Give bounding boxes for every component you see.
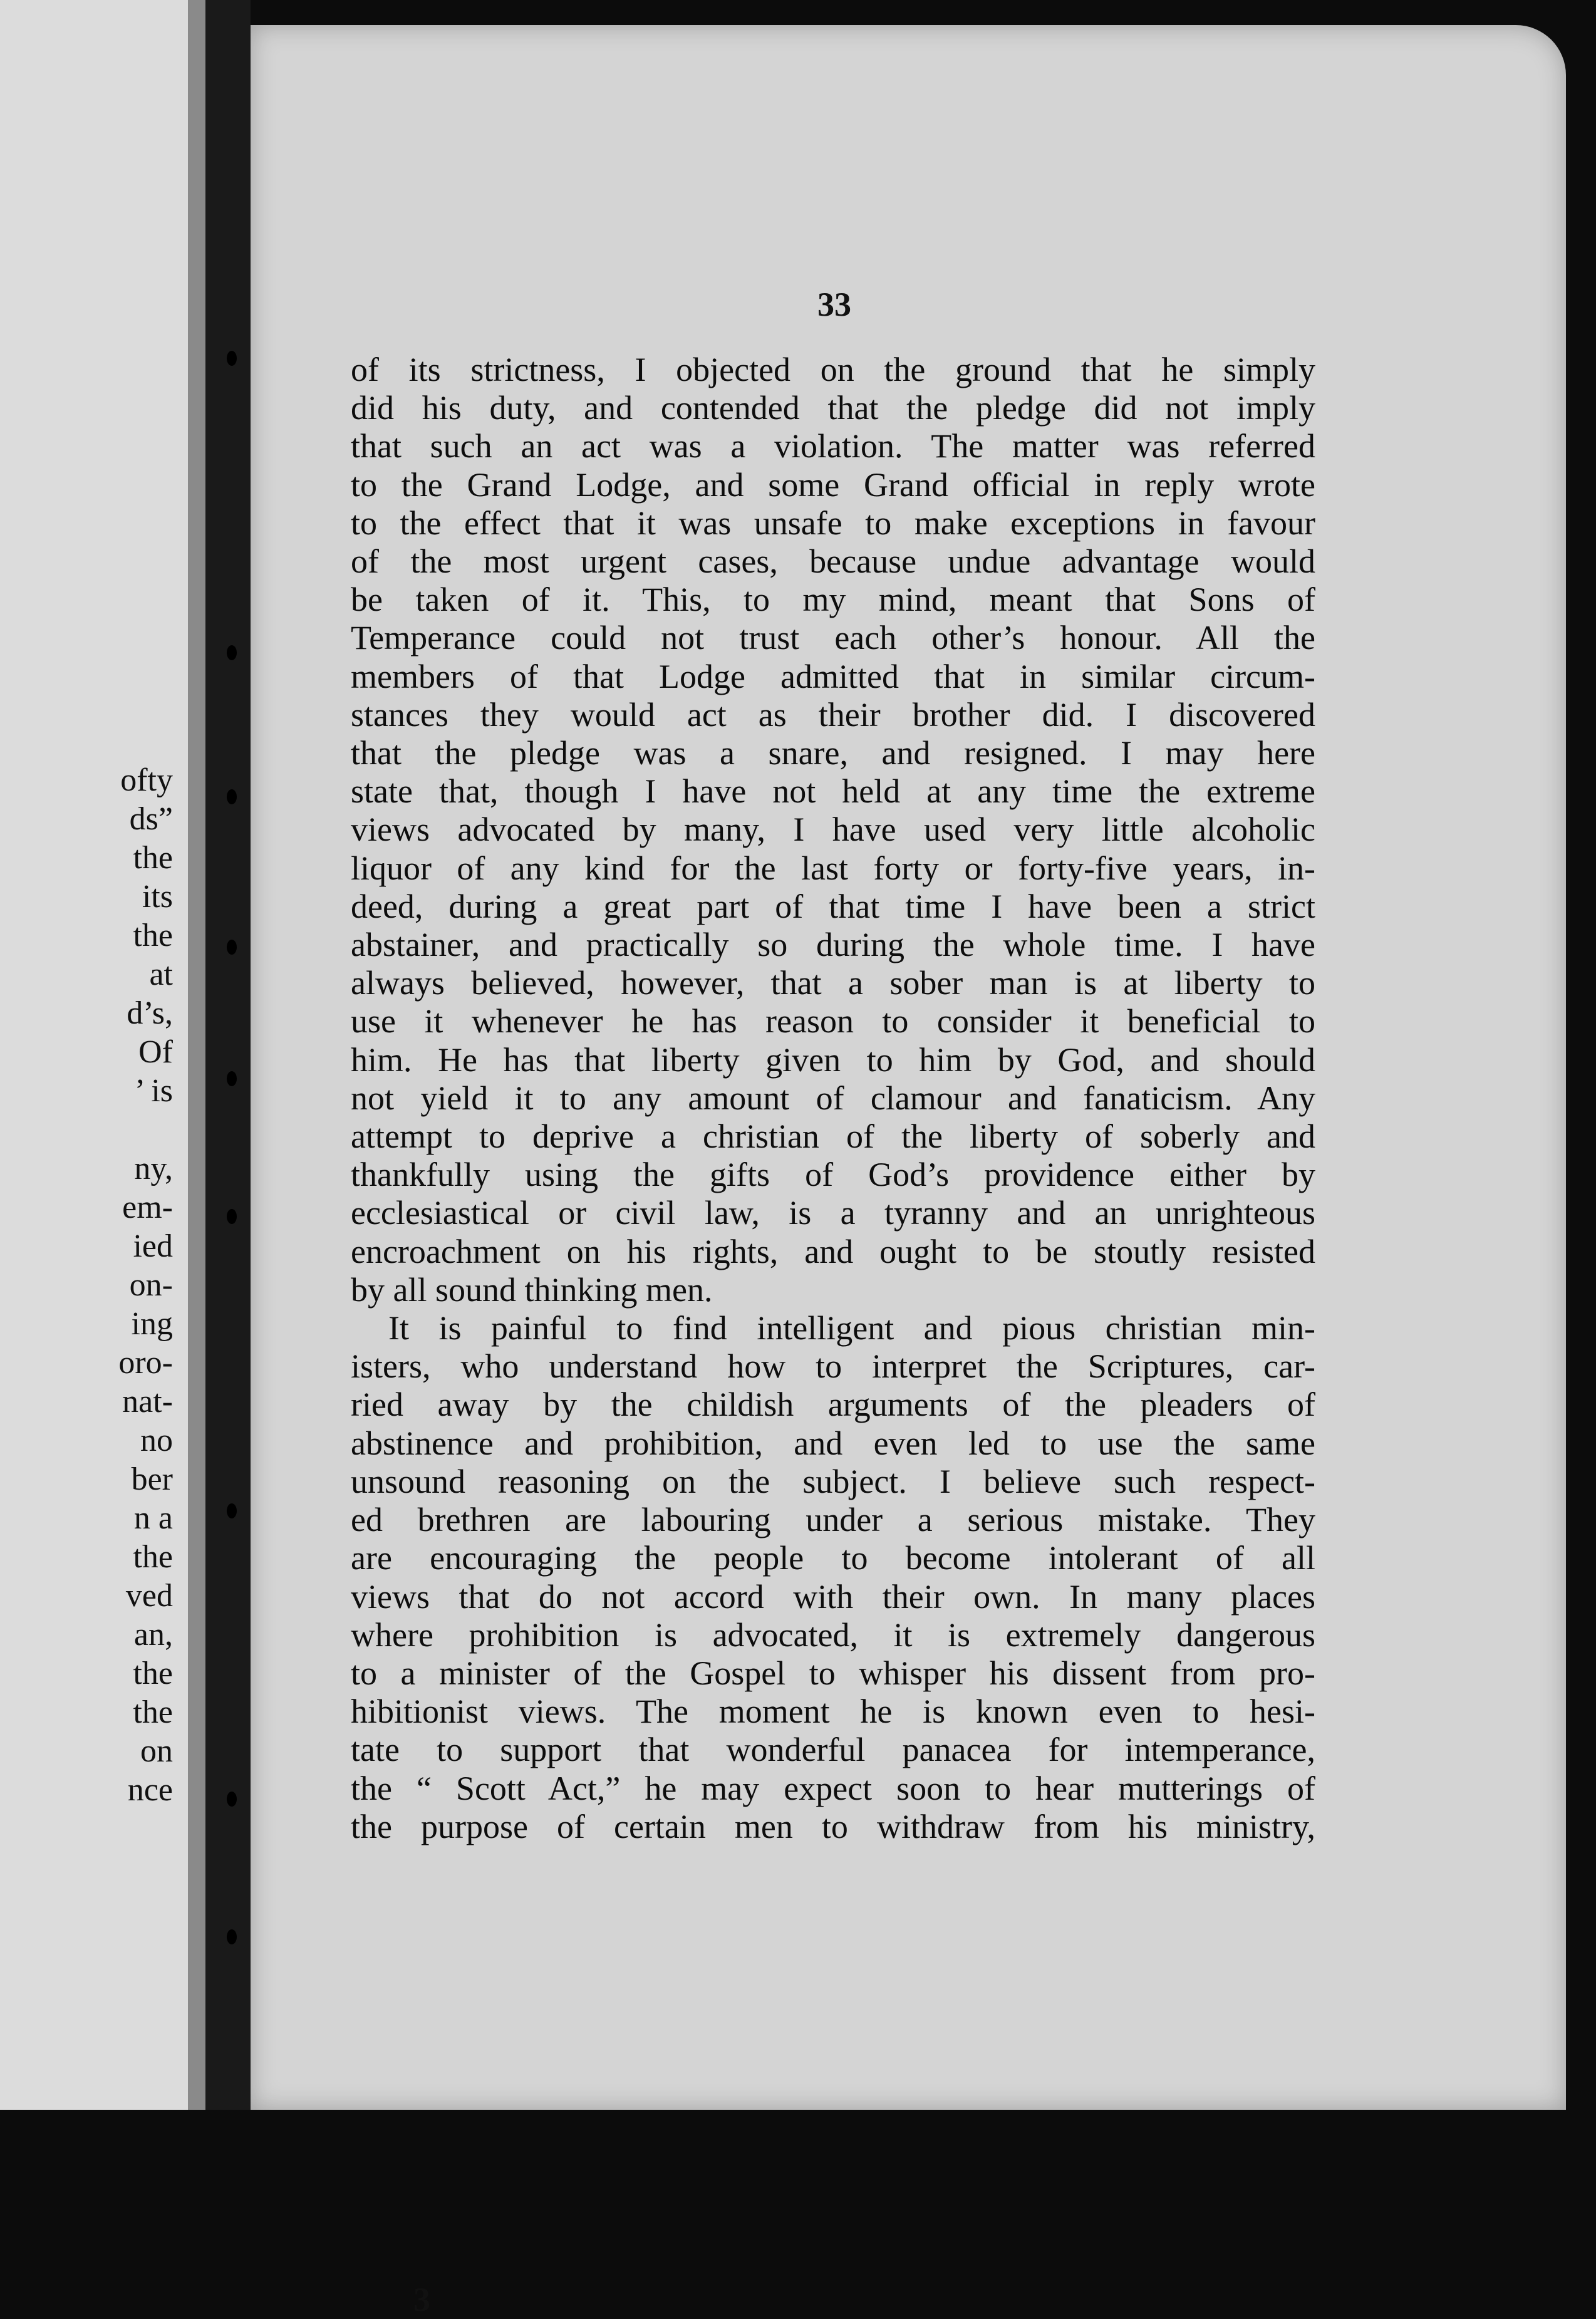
text-line: ed brethren are labouring under a serious mistake. They [351,1501,1315,1539]
text-line: views advocated by many, I have used very little alcoholic [351,811,1315,849]
binding-hole [227,351,237,366]
text-line: state that, though I have not held at any time the extreme [351,772,1315,811]
paragraph [351,351,1315,1309]
text-line: of the most urgent cases, because undue advantage would [351,542,1315,581]
text-line: be taken of it. This, to my mind, meant that Sons of [351,581,1315,619]
previous-page-fragment: the [133,1694,173,1730]
previous-page-fragment: on- [129,1267,173,1303]
previous-page-fragment: ’ is [134,1073,173,1109]
previous-page-fragment: Of [138,1034,173,1070]
text-line: abstinence and prohibition, and even led to use the same [351,1424,1315,1462]
binding-hole [227,1071,237,1086]
text-line: attempt to deprive a christian of the liberty of soberly and [351,1118,1315,1156]
text-line: isters, who understand how to interpret the Scriptures, car- [351,1347,1315,1386]
text-line: to a minister of the Gospel to whisper his dissent from pro- [351,1654,1315,1692]
previous-page-fragment: n a [133,1500,173,1536]
text-line: where prohibition is advocated, it is extremely dangerous [351,1616,1315,1654]
text-line: use it whenever he has reason to consider it beneficial to [351,1002,1315,1040]
text-line: Temperance could not trust each other’s honour. All the [351,619,1315,657]
text-line: It is painful to find intelligent and pious christian min- [388,1309,1315,1347]
text-line: to the Grand Lodge, and some Grand official in reply wrote [351,465,1315,504]
binding-hole [227,645,237,660]
text-line: by all sound thinking men. [351,1270,713,1309]
text-line: abstainer, and practically so during the whole time. I have [351,926,1315,964]
text-line: him. He has that liberty given to him by God, and should [351,1040,1315,1079]
previous-page-fragment: the [133,1539,173,1575]
previous-page-fragments [118,761,173,1810]
binding-hole [227,1503,237,1518]
text-line: deed, during a great part of that time I have been a strict [351,887,1315,925]
previous-page-fragment: ny, [134,1151,173,1186]
text-line: encroachment on his rights, and ought to be stoutly resisted [351,1232,1315,1270]
previous-page-fragment: nat- [122,1384,173,1419]
page-number: 33 [817,286,851,323]
text-line: that such an act was a violation. The matter was referred [351,427,1315,465]
previous-page-fragment: ofty [120,762,173,798]
previous-page-fragment: the [133,918,173,953]
text-line: unsound reasoning on the subject. I believe such respect- [351,1462,1315,1500]
text-line: to the effect that it was unsafe to make exceptions in favour [351,504,1315,542]
previous-page-fragment: d’s, [127,995,173,1031]
text-line: the “ Scott Act,” he may expect soon to hear mutterings of [351,1769,1315,1807]
text-line: views that do not accord with their own. In many places [351,1577,1315,1616]
page-body [351,351,1315,1846]
text-line: stances they would act as their brother did. I discovered [351,695,1315,734]
text-line: members of that Lodge admitted that in similar circum- [351,657,1315,695]
text-line: not yield it to any amount of clamour and fanaticism. Any [351,1079,1315,1117]
paragraph [351,1309,1315,1846]
previous-page-fragment: the [133,1656,173,1691]
previous-page-fragment: an, [133,1617,173,1652]
previous-page-fragment: nce [127,1772,173,1808]
signature-mark: 3 [413,2281,430,2318]
binding-hole [227,1792,237,1807]
previous-page-fragment: no [140,1423,173,1458]
binding-hole [227,1209,237,1224]
text-line: ecclesiastical or civil law, is a tyranny and an unrighteous [351,1194,1315,1232]
previous-page-fragment: the [133,840,173,876]
previous-page-edge [0,0,188,2110]
previous-page-fragment: ing [131,1306,173,1342]
previous-page-fragment: its [142,879,173,915]
text-line: liquor of any kind for the last forty or forty-five years, in- [351,849,1315,887]
previous-page-fragment [118,1111,173,1149]
previous-page-fragment: em- [122,1190,173,1225]
binding-hole [227,1929,237,1944]
previous-page-fragment: ved [125,1578,173,1614]
binding-hole [227,940,237,955]
previous-page-fragment: ber [131,1461,173,1497]
previous-page-fragment: on [140,1733,173,1769]
text-line: ried away by the childish arguments of the pleaders of [351,1386,1315,1424]
previous-page-fragment: ds” [129,801,173,837]
previous-page-fragment: oro- [118,1345,173,1381]
binding-hole [227,789,237,804]
book-gutter [188,0,251,2110]
previous-page-fragment: ied [133,1228,173,1264]
text-line: did his duty, and contended that the pledge did not imply [351,389,1315,427]
text-line: the purpose of certain men to withdraw from his ministry, [351,1807,1315,1845]
text-line: of its strictness, I objected on the ground that he simply [351,351,1315,388]
text-line: that the pledge was a snare, and resigned. I may here [351,734,1315,772]
text-line: thankfully using the gifts of God’s providence either by [351,1156,1315,1194]
text-line: are encouraging the people to become intolerant of all [351,1539,1315,1577]
text-line: always believed, however, that a sober man is at liberty to [351,964,1315,1002]
previous-page-fragment: at [149,957,173,992]
text-line: hibitionist views. The moment he is known even to hesi- [351,1693,1315,1731]
text-line: tate to support that wonderful panacea for intemperance, [351,1731,1315,1769]
